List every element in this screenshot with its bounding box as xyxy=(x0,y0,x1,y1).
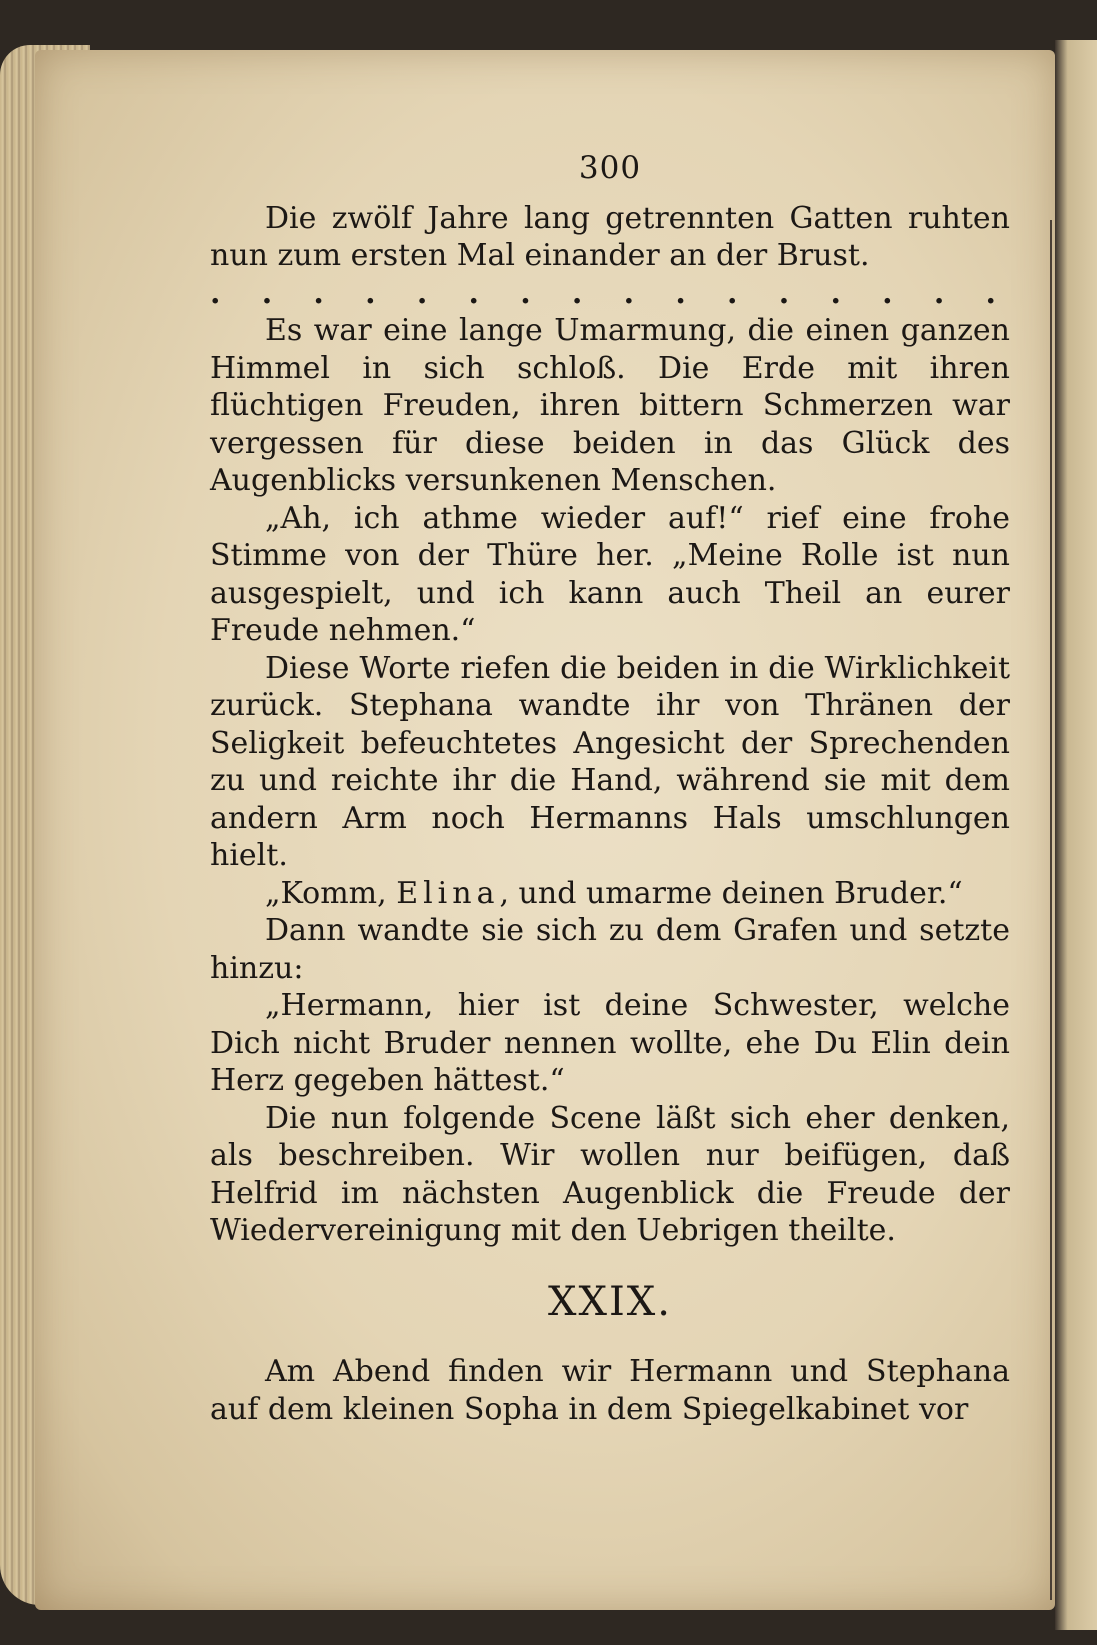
paragraph: „Ah, ich athme wieder auf!“ rief eine frohe Stimme von der Thüre her. „Meine Rolle ist nun ausgespielt, und ich kann auch Theil an eurer Freude nehmen.“ xyxy=(210,500,1010,648)
chapter-heading: XXIX. xyxy=(548,1278,672,1325)
paragraph: „Hermann, hier ist deine Schwester, welche Dich nicht Bruder nennen wollte, ehe Du Elin dein Herz gegeben hättest.“ xyxy=(210,988,1010,1098)
call-name: Elina xyxy=(396,875,500,911)
page-number: 300 xyxy=(578,150,642,186)
page-text xyxy=(210,150,1010,1428)
call-suffix: , und umarme deinen Bruder.“ xyxy=(499,875,963,911)
paragraph: Es war eine lange Umarmung, die einen ganzen Himmel in sich schloß. Die Erde mit ihren flüchtigen Freuden, ihren bittern Schmerzen war vergessen für diese beiden in das Glück des Augenblicks versunkenen Menschen. xyxy=(210,313,1010,498)
call-prefix: „Komm, xyxy=(265,875,397,911)
paragraph-call xyxy=(210,875,1010,913)
paragraph: Dann wandte sie sich zu dem Grafen und setzte hinzu: xyxy=(210,913,1010,986)
paragraph: Die zwölf Jahre lang getrennten Gatten ruhten nun zum ersten Mal einander an der Brust. xyxy=(210,200,1010,273)
paragraph: Diese Worte riefen die beiden in die Wirklichkeit zurück. Stephana wandte ihr von Thränen der Seligkeit befeuchtetes Angesicht der Sprechenden zu und reichte ihr die Hand, während sie mit dem andern Arm noch Hermanns Hals umschlungen hielt. xyxy=(210,650,1010,873)
paragraph: Am Abend finden wir Hermann und Stephana auf dem kleinen Sopha in dem Spiegelkabinet vor xyxy=(210,1354,1010,1427)
next-page-edge xyxy=(1055,40,1097,1630)
gutter-line xyxy=(1050,220,1052,1600)
paragraph: Die nun folgende Scene läßt sich eher denken, als beschreiben. Wir wollen nur beifügen, daß Helfrid im nächsten Augenblick die Freude der Wiedervereinigung mit den Uebrigen theilte. xyxy=(210,1100,1010,1248)
ellipsis-separator: . . . . . . . . . . . . . . . . xyxy=(210,275,1010,311)
